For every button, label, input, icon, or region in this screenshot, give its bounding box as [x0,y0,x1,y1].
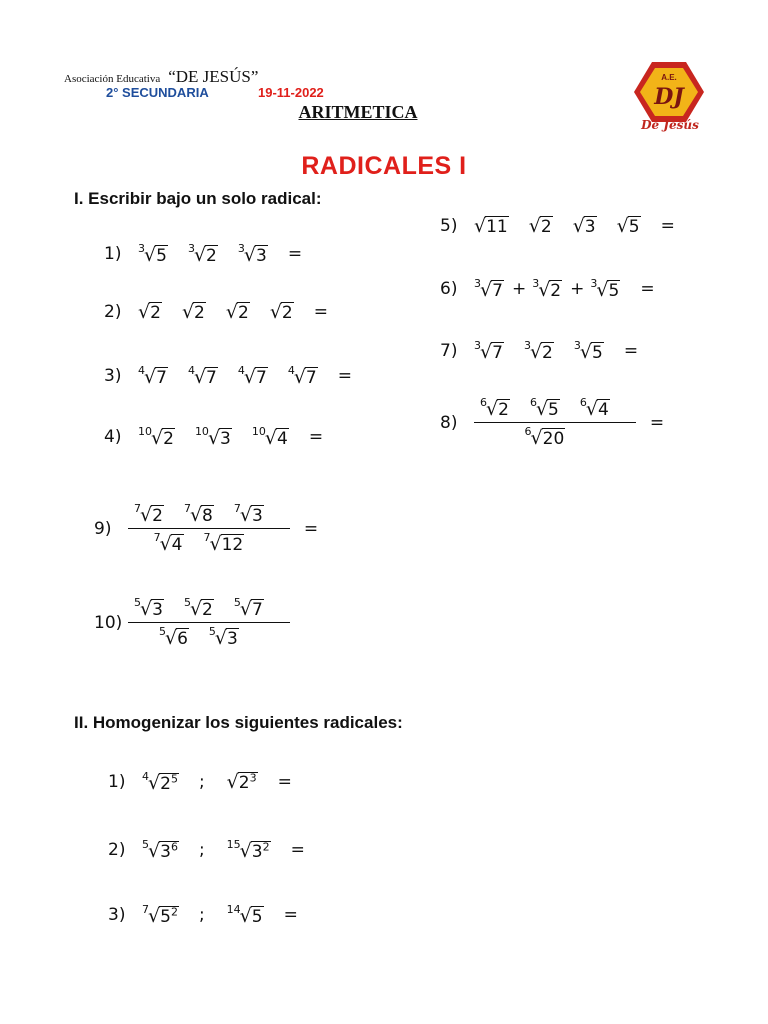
radical-sign: √ [164,627,178,649]
radical-sign: √ [159,533,172,555]
equals-sign: = [623,341,639,361]
radicand: 3 [220,429,231,449]
radical [227,838,271,862]
radical-sign: √ [579,341,592,363]
radical [238,242,268,266]
radical-index: 5 [183,596,191,609]
radical [234,502,264,526]
radical-sign: √ [189,504,203,526]
numerator [128,596,290,623]
radical-sign: √ [596,279,609,301]
exercise-1-8 [440,396,664,449]
radical-sign: √ [225,301,238,323]
radical-index: 4 [142,770,149,783]
radical [474,339,504,363]
radical-index: 5 [208,625,216,638]
exercise-number: 4) [104,427,122,447]
exercise-1-5 [440,215,675,237]
radical-sign: √ [138,301,151,323]
radical-sign: √ [616,215,629,237]
radicand: 4 [171,535,183,555]
radical [142,903,179,927]
radical-group [154,531,265,555]
separator: ; [198,905,205,925]
radical-sign: √ [530,427,543,449]
radical [238,364,268,388]
exercise-2-1 [108,770,292,794]
equals-sign: = [303,518,319,539]
radicand: 5 [608,281,620,301]
exercise-number: 9) [94,518,112,539]
radical [184,502,214,526]
operator: + [570,279,585,299]
radical-index: 7 [142,903,149,916]
radical-index: 7 [183,502,191,515]
radicand: 3 [251,506,263,526]
radical [580,396,610,420]
radical-group [159,625,259,649]
radical [532,277,562,301]
radical-sign: √ [193,244,207,266]
radical [524,339,554,363]
radical-sign: √ [486,398,499,420]
radical-index: 6 [529,396,537,409]
exercise-2-2 [108,838,305,862]
radicand: 5 [591,343,603,363]
radical [142,770,179,794]
radical-group [138,425,309,449]
radical [234,596,264,620]
radical [184,596,214,620]
radical [209,625,239,649]
radicand: 7 [255,368,267,388]
radical [138,364,168,388]
radical-index: 5 [158,625,166,638]
radical-sign: √ [585,398,598,420]
radicand: $5^2$ [160,905,178,927]
radical [617,215,641,237]
exponent: 3 [249,771,257,785]
radical-sign: √ [264,427,277,449]
radical-index: 6 [579,396,587,409]
radical [182,301,206,323]
radical [154,531,184,555]
exercise-number: 3) [104,366,122,386]
section-1-heading: I. Escribir bajo un solo radical: [74,189,322,208]
radicand: 2 [237,303,249,323]
radicand: 2 [202,600,213,620]
radical [204,531,245,555]
equals-sign: = [283,905,298,925]
radical-sign: √ [140,598,153,620]
radicand: 3 [227,629,238,649]
radical-group [134,502,284,526]
separator: ; [198,772,205,792]
exercise-number: 10) [94,612,123,633]
radical-sign: √ [480,279,493,301]
radicand: 2 [542,343,553,363]
radicand: 7 [305,368,317,388]
logo-monogram: DJ [654,84,684,110]
radicand: 5 [251,907,263,927]
radical [226,301,250,323]
radical [142,838,179,862]
radical-sign: √ [144,244,157,266]
equals-sign: = [640,279,655,299]
grade-label: 2° SECUNDARIA [106,85,209,100]
radical-sign: √ [148,772,161,794]
radical-sign: √ [207,427,221,449]
radicand: 2 [540,217,552,237]
radicand: 5 [628,217,640,237]
radical-index: 5 [142,838,149,851]
radicand: 20 [542,429,565,449]
radical-group [480,396,630,420]
numerator [474,396,636,423]
radicand: $2^5$ [160,772,178,794]
radical-index: 10 [138,425,152,438]
radicand: 12 [221,535,244,555]
radical [474,215,509,237]
numerator [128,502,290,529]
radical-index: 6 [524,425,532,438]
radical-group [138,364,338,388]
exponent: 6 [170,840,178,854]
radicand: 2 [498,400,509,420]
radical-sign: √ [474,215,487,237]
radical-index: 4 [138,364,145,377]
radicand: 7 [206,368,217,388]
radical-group [138,242,288,266]
radicand: 5 [156,246,167,266]
equals-sign: = [277,772,292,792]
radical-index: 4 [287,364,295,377]
page-title: RADICALES I [301,152,467,180]
radical [270,301,294,323]
radicand: 3 [584,217,596,237]
exponent: 5 [170,772,178,786]
radical-sign: √ [529,341,543,363]
radical-sign: √ [148,905,161,927]
exercise-1-9 [94,502,318,555]
date-label: 19-11-2022 [258,85,324,100]
fraction [128,596,290,649]
radical-sign: √ [572,215,585,237]
radical-sign: √ [140,504,153,526]
radical-index: 3 [187,242,195,255]
radical-sign: √ [193,366,207,388]
radical-index: 14 [226,903,241,916]
radical-sign: √ [148,840,161,862]
radical-index: 3 [237,242,245,255]
exercise-number: 3) [108,905,126,925]
header-association: Asociación Educativa “DE JESÚS” [64,67,259,86]
radicand: 2 [150,303,161,323]
exercise-2-3 [108,903,298,927]
radical-group [474,277,640,301]
radical-sign: √ [293,366,306,388]
exercise-1-1 [104,242,302,266]
exercise-number: 6) [440,279,458,299]
logo-top-text: A.E. [661,73,677,82]
radical-sign: √ [239,905,252,927]
radicand: 5 [548,400,559,420]
radical [188,364,218,388]
radicand: 7 [156,368,167,388]
denominator [148,529,271,555]
radical-index: 3 [532,277,540,290]
denominator [519,423,592,449]
section-2-heading: II. Homogenizar los siguientes radicales: [74,713,403,732]
radical-index: 3 [523,339,531,352]
radical-sign: √ [239,840,252,862]
radical-sign: √ [538,279,551,301]
equals-sign: = [313,302,328,322]
radical-sign: √ [535,398,549,420]
operator: + [511,279,527,299]
radical-sign: √ [269,301,282,323]
subject-title: ARITMETICA [298,102,418,122]
radical [227,903,264,927]
exercise-number: 1) [104,244,122,264]
radical-index: 5 [134,596,141,609]
radical [195,425,232,449]
separator: ; [198,840,205,860]
radical-index: 10 [194,425,209,438]
radical [134,596,164,620]
exercise-1-3 [104,364,352,388]
exercise-number: 2) [104,302,122,322]
radical-index: 3 [573,339,581,352]
radical-index: 7 [134,502,141,515]
radicand: 7 [492,343,503,363]
radical [138,425,175,449]
radical-group [134,596,284,620]
radicand: 4 [276,429,288,449]
radical [252,425,289,449]
radicand: 3 [152,600,163,620]
radical [474,277,504,301]
radicand: 6 [177,629,188,649]
radical-index: 4 [187,364,195,377]
radical-sign: √ [209,533,222,555]
radical [288,364,318,388]
exercise-1-7 [440,339,638,363]
radicand: 4 [597,400,609,420]
exercise-number: 1) [108,772,126,792]
radical [480,396,510,420]
radicand: 2 [194,303,205,323]
radical-index: 5 [233,596,241,609]
radicand: 8 [202,506,213,526]
radicand: 7 [251,600,263,620]
logo-caption: De Jesús [641,118,699,132]
radical-index: 3 [474,339,481,352]
radical-index: 15 [226,838,241,851]
radical-sign: √ [243,366,256,388]
radical-sign: √ [243,244,256,266]
radical [188,242,218,266]
exercise-number: 8) [440,412,458,433]
radical-index: 3 [138,242,145,255]
fraction [474,396,636,449]
radical-sign: √ [480,341,493,363]
radical-sign: √ [151,427,164,449]
exercise-1-10 [94,596,304,649]
radical-group [525,425,586,449]
exercise-number: 7) [440,341,458,361]
radical [529,215,553,237]
radical-index: 7 [233,502,241,515]
equals-sign: = [660,216,675,236]
radicand: 2 [163,429,174,449]
radical-sign: √ [528,215,541,237]
radical-sign: √ [226,771,239,793]
radical [134,502,164,526]
radicand: 2 [550,281,562,301]
radical [525,425,566,449]
exercise-1-4 [104,425,323,449]
radical [530,396,560,420]
exercise-number: 5) [440,216,458,236]
equals-sign: = [287,244,303,264]
equals-sign: = [308,427,324,447]
denominator [153,623,265,649]
radical [227,771,258,793]
radical-group [474,215,661,237]
radical-sign: √ [181,301,195,323]
radicand: 7 [492,281,503,301]
radical [138,301,162,323]
exponent: 2 [170,905,178,919]
exponent: 2 [262,840,270,854]
equals-sign: = [290,840,305,860]
radical-index: 3 [590,277,598,290]
exercise-1-6 [440,277,655,301]
radical-group [474,339,624,363]
radical-sign: √ [144,366,157,388]
radical [590,277,620,301]
radicand: 3 [255,246,267,266]
radical-sign: √ [214,627,228,649]
radicand: 11 [486,217,508,237]
school-name: “DE JESÚS” [168,67,259,86]
radical-index: 3 [474,277,481,290]
radical-index: 6 [480,396,487,409]
radical-sign: √ [239,598,252,620]
radical-index: 7 [203,531,211,544]
equals-sign: = [649,412,665,433]
radicand: $3^2$ [251,840,270,862]
radicand: 2 [152,506,163,526]
radical [159,625,189,649]
radical-index: 4 [237,364,245,377]
radical [573,215,597,237]
radicand: $2^3$ [238,771,257,793]
radicand: 2 [281,303,293,323]
radicand: $3^6$ [160,840,178,862]
radical-group [138,301,314,323]
fraction [128,502,290,555]
equals-sign: = [337,366,352,386]
radical-index: 7 [153,531,161,544]
exercise-number: 2) [108,840,126,860]
radical-index: 10 [251,425,266,438]
radical-sign: √ [239,504,252,526]
radical [138,242,168,266]
radical-sign: √ [189,598,203,620]
radicand: 2 [206,246,217,266]
exercise-1-2 [104,301,328,323]
radical [574,339,604,363]
